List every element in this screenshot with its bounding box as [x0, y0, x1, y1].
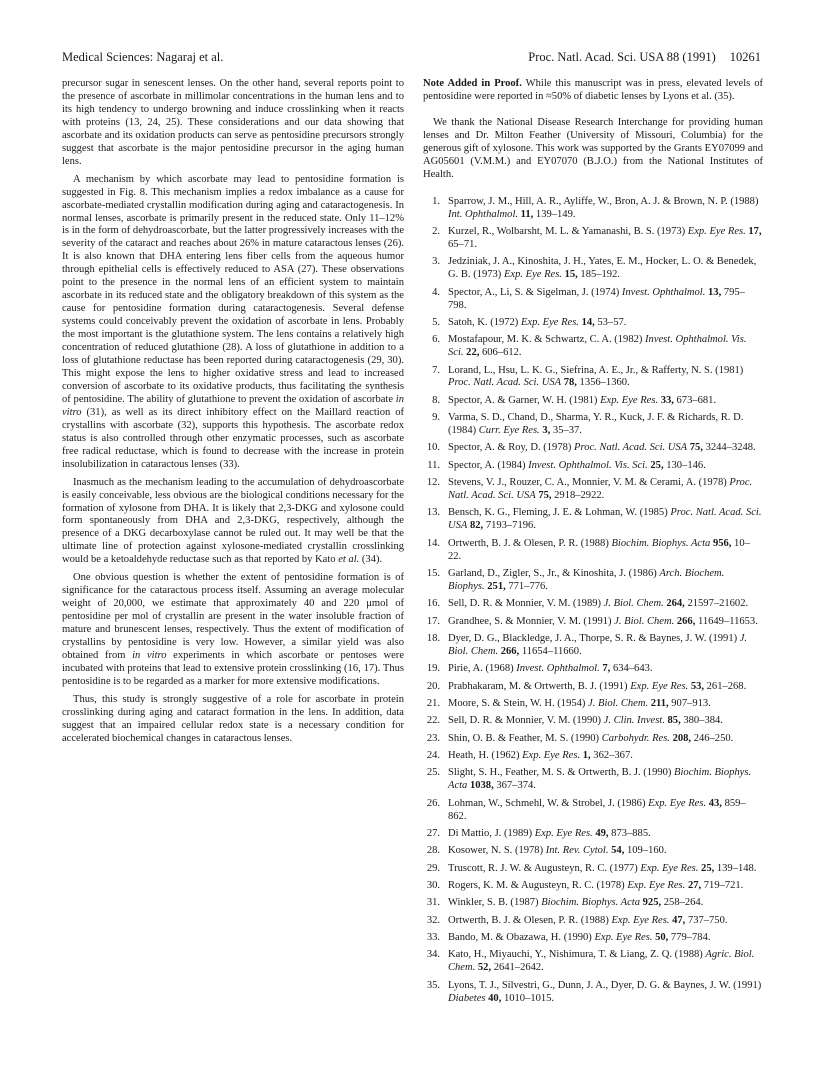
reference-journal: Biochim. Biophys. Acta: [541, 897, 641, 909]
reference-volume: 1,: [582, 750, 591, 762]
reference-pages: 367–374.: [496, 780, 536, 792]
reference-item: [423, 196, 763, 222]
header-journal: Proc. Natl. Acad. Sci. USA 88 (1991): [528, 50, 716, 64]
reference-item: [423, 598, 763, 611]
reference-journal: J. Biol. Chem.: [448, 633, 748, 657]
et-al-italic: et al.: [338, 554, 360, 566]
reference-pages: 719–721.: [703, 879, 744, 891]
reference-journal: Exp. Eye Res.: [648, 797, 707, 809]
reference-authors: Ortwerth, B. J. & Olesen, P. R. (1988): [448, 537, 609, 549]
reference-volume: 82,: [469, 520, 484, 532]
body-paragraph: precursor sugar in senescent lenses. On the other hand, several reports point to the presence of ascorbate in millimolar concentrations in the human lens and to its high tendency to undergo browning and induce crosslinking when it reacts with proteins (13, 24, 25). These considerations and our data showing that ascorbate and its oxidation products can serve as pentosidine precursors strongly suggest that ascorbate is the major pentosidine precursor in the aging human lens.: [62, 78, 404, 167]
reference-pages: 11649–11653.: [697, 615, 758, 627]
reference-item: [423, 334, 763, 360]
reference-volume: 25,: [701, 862, 715, 874]
reference-pages: 21597–21602.: [687, 598, 749, 610]
reference-item: [423, 442, 763, 455]
reference-volume: 266,: [500, 645, 520, 657]
reference-pages: 859–862.: [448, 797, 746, 822]
reference-authors: Prabhakaram, M. & Ortwerth, B. J. (1991): [448, 680, 628, 692]
reference-number: 24.: [426, 750, 440, 762]
reference-number: 17.: [426, 615, 440, 627]
reference-item: [423, 317, 763, 330]
running-header: [62, 50, 761, 66]
reference-authors: Sparrow, J. M., Hill, A. R., Ayliffe, W., Bron, A. J. & Brown, N. P. (1988): [448, 195, 759, 207]
reference-journal: J. Biol. Chem.: [614, 615, 675, 627]
reference-number: 10.: [426, 442, 440, 454]
reference-number: 27.: [426, 827, 440, 839]
reference-authors: Ortwerth, B. J. & Olesen, P. R. (1988): [448, 914, 609, 926]
reference-authors: Lorand, L., Hsu, L. K. G., Siefrina, A. E., Jr., & Rafferty, N. S. (1981): [448, 364, 744, 376]
reference-journal: J. Clin. Invest.: [603, 715, 665, 727]
reference-number: 6.: [432, 334, 440, 346]
reference-volume: 14,: [581, 316, 595, 328]
reference-authors: Spector, A. (1984): [448, 459, 526, 471]
reference-item: [423, 698, 763, 711]
reference-authors: Pirie, A. (1968): [448, 663, 514, 675]
reference-volume: 3,: [542, 425, 551, 437]
reference-item: [423, 256, 763, 282]
reference-pages: 737–750.: [687, 914, 728, 926]
reference-journal: Exp. Eye Res.: [600, 394, 659, 406]
body-paragraph: One obvious question is whether the extent of pentosidine formation is of significance for the cataractous process itself. Assuming an average molecular weight of 20,000, we estimate that approximately 40 and 220 μmol of pentosidine per mol of crystallin are present in the water insoluble fraction of mature and brunescent lenses, respectively. Thus the extent of modification of crystallins by pentosidine is very low. However, a similar yield was also obtained from in vitro experiments in which ascorbate or pentoses were incubated with proteins that lead to extensive protein crosslinking (16, 17). Thus pentosidine is to be regarded as a marker for more extensive modifications.: [62, 572, 404, 687]
reference-journal: Invest. Ophthalmol. Vis. Sci.: [448, 334, 747, 359]
body-paragraph: Thus, this study is strongly suggestive of a role for ascorbate in protein crosslinking during aging and cataract formation in the lens. In addition, data suggest that an impaired cellular redox state is a necessary condition for accelerated biochemical changes in cataractous lenses.: [62, 693, 404, 744]
reference-authors: Lohman, W., Schmehl, W. & Strobel, J. (1986): [448, 797, 646, 809]
header-section-authors: Medical Sciences: Nagaraj et al.: [62, 50, 224, 64]
reference-authors: Sell, D. R. & Monnier, V. M. (1989): [448, 598, 602, 610]
reference-volume: 266,: [676, 615, 696, 627]
reference-volume: 40,: [488, 992, 502, 1004]
reference-pages: 2918–2922.: [554, 490, 605, 502]
reference-authors: Spector, A., Li, S. & Sigelman, J. (1974): [448, 286, 620, 298]
reference-number: 13.: [426, 507, 440, 519]
reference-volume: 251,: [487, 580, 506, 592]
reference-volume: 50,: [655, 932, 669, 944]
reference-pages: 65–71.: [448, 238, 478, 250]
reference-pages: 362–367.: [593, 750, 633, 762]
reference-pages: 380–384.: [683, 715, 723, 727]
reference-number: 19.: [426, 663, 440, 675]
reference-pages: 130–146.: [666, 459, 706, 471]
reference-authors: Mostafapour, M. K. & Schwartz, C. A. (1982): [448, 334, 643, 346]
reference-pages: 1010–1015.: [503, 992, 555, 1004]
reference-volume: 7,: [602, 663, 611, 675]
reference-pages: 53–57.: [597, 316, 627, 328]
acknowledgment: We thank the National Disease Research Interchange for providing human lenses and Dr. Milton Feather (University of Missouri, Columbia) for the generous gift of xylosone. This work was supported by the Grants EY07099 and AG05601 (V.M.M.) and EY07070 (B.J.O.) from the National Institutes of Health.: [423, 116, 763, 180]
reference-number: 8.: [432, 394, 440, 406]
reference-item: [423, 863, 763, 876]
reference-authors: Rogers, K. M. & Augusteyn, R. C. (1978): [448, 879, 625, 891]
reference-volume: 85,: [667, 715, 681, 727]
reference-pages: 795–798.: [448, 286, 745, 311]
reference-item: [423, 226, 763, 252]
reference-number: 5.: [432, 316, 440, 328]
reference-number: 35.: [426, 979, 440, 991]
reference-journal: Proc. Natl. Acad. Sci. USA: [448, 507, 762, 532]
reference-volume: 52,: [477, 962, 492, 974]
reference-authors: Spector, A. & Roy, D. (1978): [448, 442, 572, 454]
reference-pages: 258–264.: [663, 897, 704, 909]
reference-journal: Exp. Eye Res.: [594, 932, 653, 944]
reference-journal: Exp. Eye Res.: [520, 316, 579, 328]
reference-item: [423, 750, 763, 763]
reference-number: 30.: [426, 879, 440, 891]
reference-journal: Proc. Natl. Acad. Sci. USA: [448, 477, 753, 502]
reference-number: 34.: [426, 949, 440, 961]
left-column: [62, 78, 404, 746]
reference-pages: 907–913.: [671, 697, 711, 709]
in-vitro-italic: in vitro: [62, 393, 404, 418]
reference-pages: 606–612.: [482, 347, 522, 359]
reference-authors: Lyons, T. J., Silvestri, G., Dunn, J. A., Dyer, D. G. & Baynes, J. W. (1991): [448, 979, 762, 991]
reference-authors: Di Mattio, J. (1989): [448, 827, 533, 839]
reference-item: [423, 897, 763, 910]
reference-journal: J. Biol. Chem.: [603, 598, 664, 610]
reference-journal: Exp. Eye Res.: [522, 750, 581, 762]
reference-journal: Int. Rev. Cytol.: [545, 845, 609, 857]
reference-number: 11.: [427, 459, 440, 471]
reference-pages: 185–192.: [580, 269, 620, 281]
reference-volume: 211,: [650, 697, 669, 709]
reference-pages: 35–37.: [552, 425, 582, 437]
reference-authors: Heath, H. (1962): [448, 750, 520, 762]
reference-journal: Diabetes: [448, 992, 486, 1004]
reference-volume: 43,: [708, 797, 722, 809]
reference-authors: Satoh, K. (1972): [448, 316, 519, 328]
reference-item: [423, 287, 763, 313]
reference-volume: 78,: [563, 377, 577, 389]
reference-number: 16.: [426, 598, 440, 610]
note-added-in-proof: [423, 78, 763, 104]
reference-authors: Stevens, V. J., Rouzer, C. A., Monnier, V. M. & Cerami, A. (1978): [448, 477, 727, 489]
reference-volume: 27,: [687, 879, 702, 891]
reference-volume: 1038,: [469, 780, 494, 792]
reference-list: [423, 196, 763, 1006]
reference-authors: Jedziniak, J. A., Kinoshita, J. H., Yates, E. M., Hocker, L. O. & Benedek, G. B. (1973): [448, 256, 757, 281]
reference-number: 26.: [426, 797, 440, 809]
reference-authors: Truscott, R. J. W. & Augusteyn, R. C. (1977): [448, 862, 638, 874]
reference-volume: 49,: [595, 827, 609, 839]
reference-pages: 10–22.: [448, 537, 750, 562]
reference-journal: Int. Ophthalmol.: [448, 208, 519, 220]
reference-authors: Winkler, S. B. (1987): [448, 897, 539, 909]
reference-item: [423, 365, 763, 391]
reference-pages: 779–784.: [670, 932, 711, 944]
reference-number: 1.: [432, 195, 440, 207]
reference-authors: Shin, O. B. & Feather, M. S. (1990): [448, 732, 600, 744]
reference-item: [423, 715, 763, 728]
reference-journal: Exp. Eye Res.: [534, 827, 593, 839]
reference-journal: Exp. Eye Res.: [640, 862, 699, 874]
reference-pages: 634–643.: [612, 663, 653, 675]
reference-pages: 1356–1360.: [579, 377, 630, 389]
reference-authors: Kato, H., Miyauchi, Y., Nishimura, T. & Liang, Z. Q. (1988): [448, 949, 703, 961]
reference-journal: Invest. Ophthalmol. Vis. Sci.: [528, 459, 648, 471]
reference-journal: Exp. Eye Res.: [687, 225, 746, 237]
note-text: While this manuscript was in press, elevated levels of pentosidine were reported in ≈50% of diabetic lenses by Lyons et al. (35).: [423, 78, 764, 102]
reference-volume: 925,: [642, 897, 662, 909]
reference-number: 18.: [426, 633, 440, 644]
reference-volume: 33,: [660, 394, 674, 406]
reference-journal: Exp. Eye Res.: [611, 914, 670, 926]
reference-pages: 139–149.: [535, 208, 576, 220]
reference-journal: Exp. Eye Res.: [627, 879, 686, 891]
reference-number: 31.: [426, 897, 440, 909]
reference-item: [423, 616, 763, 629]
reference-item: [423, 915, 763, 928]
reference-item: [423, 880, 763, 893]
reference-authors: Kosower, N. S. (1978): [448, 845, 544, 857]
reference-journal: Curr. Eye Res.: [478, 425, 540, 437]
reference-number: 21.: [426, 697, 440, 709]
reference-volume: 17,: [748, 225, 762, 237]
reference-journal: Proc. Natl. Acad. Sci. USA: [574, 442, 688, 454]
reference-number: 14.: [426, 537, 440, 549]
reference-item: [423, 395, 763, 408]
body-paragraph: Inasmuch as the mechanism leading to the accumulation of dehydroascorbate is easily conceivable, less obvious are the biological conditions necessary for the formation of xylosone from DHA. It is likely that 2,3-DKG and xylosone could form spontaneously from DHA and 2,3-DKG, respectively, although the presence of a DKG decarboxylase cannot be ruled out. It may well be that the ultimate line of protection against xylosone-mediated crystallin crosslinking would be a ketoaldehyde reductase such as that reported by Kato et al. (34).: [62, 476, 404, 566]
reference-volume: 22,: [466, 347, 480, 359]
note-label: Note Added in Proof.: [423, 78, 522, 89]
reference-volume: 47,: [672, 914, 686, 926]
reference-number: 7.: [432, 364, 440, 376]
reference-journal: Invest. Ophthalmol.: [516, 663, 600, 675]
reference-number: 33.: [426, 932, 440, 944]
reference-item: [423, 663, 763, 676]
reference-volume: 25,: [650, 459, 664, 471]
reference-volume: 75,: [538, 490, 552, 502]
reference-pages: 3244–3248.: [705, 442, 756, 454]
reference-item: [423, 568, 763, 594]
reference-volume: 264,: [666, 598, 685, 610]
reference-journal: Invest. Ophthalmol.: [621, 286, 706, 298]
reference-pages: 109–160.: [626, 845, 667, 857]
reference-volume: 956,: [712, 537, 732, 549]
reference-journal: Arch. Biochem. Biophys.: [448, 568, 725, 592]
reference-pages: 246–250.: [693, 732, 734, 744]
reference-authors: Moore, S. & Stein, W. H. (1954): [448, 697, 586, 709]
reference-item: [423, 845, 763, 858]
reference-authors: Varma, S. D., Chand, D., Sharma, Y. R., Kuck, J. F. & Richards, R. D. (1984): [448, 412, 744, 437]
reference-journal: Carbohydr. Res.: [601, 732, 670, 744]
header-journal-page: [528, 50, 761, 65]
reference-number: 23.: [426, 732, 440, 744]
reference-authors: Bensch, K. G., Fleming, J. E. & Lohman, W. (1985): [448, 507, 668, 519]
reference-item: [423, 798, 763, 824]
body-paragraph: A mechanism by which ascorbate may lead to pentosidine formation is suggested in Fig. 8. This mechanism implies a redox imbalance as a cause for ascorbate-mediated crystallin modification during aging and cataractogenesis. In normal lenses, ascorbate is primarily present in the reduced state. Only 11–12% is in the form of dehydroascorbate, but the latter progressively increases with the severity of the cataract and reaches about 26% in mature cataractous lenses (26). It is also known that DHA entering lens fiber cells from the aqueous humor through epithelial cells is effectively reduced to ASA (27). These observations point to the presence in the normal lens of an efficient system to maintain ascorbate in its reduced state and the obligatory breakdown of this system as the cause for pentosidine formation during cataractogenesis. Several defense systems could conceivably prevent the oxidation of ascorbate in lens. Probably the most important is the glutathione system. The lens contains a relatively high concentration of reduced glutathione (28). A loss of glutathione in addition to a loss of glutathione reductase has been reported during cataractogenesis (29, 30). This might expose the lens to higher oxidative stress and lead to increased conversion of ascorbate to its oxidative products, thus facilitating the synthesis of pentosidine. The ability of glutathione to prevent the oxidation of ascorbate in vitro (31), as well as its direct inhibitory effect on the Maillard reaction of crystallins with ascorbate (32), supports this hypothesis. The ascorbate redox status is also controlled through other enzymatic processes, such as ascorbate free radical reductase, which is found to decrease with the increase in protein insolubilization in cataractous lenses (33).: [62, 173, 404, 470]
reference-volume: 15,: [564, 269, 578, 281]
reference-authors: Bando, M. & Obazawa, H. (1990): [448, 932, 592, 944]
reference-pages: 673–681.: [676, 394, 717, 406]
reference-journal: Proc. Natl. Acad. Sci. USA: [448, 377, 562, 389]
page-number: 10261: [729, 50, 761, 64]
reference-number: 25.: [426, 767, 440, 779]
reference-authors: Kurzel, R., Wolbarsht, M. L. & Yamanashi, B. S. (1973): [448, 225, 686, 237]
reference-journal: Biochim. Biophys. Acta: [448, 767, 752, 792]
reference-journal: Exp. Eye Res.: [503, 269, 562, 281]
reference-number: 15.: [426, 568, 440, 580]
reference-journal: J. Biol. Chem.: [588, 697, 649, 709]
reference-number: 32.: [426, 914, 440, 926]
reference-volume: 75,: [689, 442, 703, 454]
reference-item: [423, 828, 763, 841]
reference-item: [423, 733, 763, 746]
reference-item: [423, 477, 763, 503]
reference-number: 22.: [426, 715, 440, 727]
reference-volume: 208,: [672, 732, 692, 744]
reference-authors: Dyer, D. G., Blackledge, J. A., Thorpe, S. R. & Baynes, J. W. (1991): [448, 633, 738, 644]
reference-authors: Garland, D., Zigler, S., Jr., & Kinoshita, J. (1986): [448, 568, 657, 580]
reference-number: 12.: [426, 477, 440, 489]
reference-pages: 11654–11660.: [521, 645, 582, 657]
reference-authors: Slight, S. H., Feather, M. S. & Ortwerth, B. J. (1990): [448, 767, 672, 779]
reference-number: 20.: [426, 680, 440, 692]
reference-pages: 873–885.: [611, 827, 651, 839]
reference-item: [423, 932, 763, 945]
reference-item: [423, 767, 763, 793]
reference-journal: Exp. Eye Res.: [630, 680, 689, 692]
reference-pages: 771–776.: [508, 580, 548, 592]
right-column: [423, 78, 763, 1006]
reference-item: [423, 633, 763, 659]
reference-item: [423, 949, 763, 975]
reference-item: [423, 681, 763, 694]
reference-authors: Grandhee, S. & Monnier, V. M. (1991): [448, 615, 612, 627]
reference-item: [423, 538, 763, 564]
reference-volume: 13,: [708, 286, 722, 298]
reference-number: 2.: [432, 225, 440, 237]
reference-volume: 54,: [611, 845, 625, 857]
reference-item: [423, 460, 763, 473]
reference-number: 9.: [432, 412, 440, 424]
reference-item: [423, 412, 763, 438]
reference-item: [423, 507, 763, 533]
reference-authors: Spector, A. & Garner, W. H. (1981): [448, 394, 598, 406]
reference-volume: 53,: [690, 680, 705, 692]
reference-number: 29.: [426, 862, 440, 874]
reference-pages: 261–268.: [706, 680, 747, 692]
reference-pages: 7193–7196.: [485, 520, 536, 532]
reference-journal: Agric. Biol. Chem.: [448, 949, 755, 974]
reference-number: 4.: [432, 286, 440, 298]
reference-pages: 2641–2642.: [493, 962, 544, 974]
reference-journal: Biochim. Biophys. Acta: [611, 537, 711, 549]
reference-number: 3.: [432, 256, 440, 268]
reference-volume: 11,: [520, 208, 534, 220]
reference-authors: Sell, D. R. & Monnier, V. M. (1990): [448, 715, 602, 727]
reference-pages: 139–148.: [716, 862, 757, 874]
reference-number: 28.: [426, 845, 440, 857]
reference-item: [423, 980, 763, 1006]
in-vitro-italic: in vitro: [132, 649, 167, 661]
